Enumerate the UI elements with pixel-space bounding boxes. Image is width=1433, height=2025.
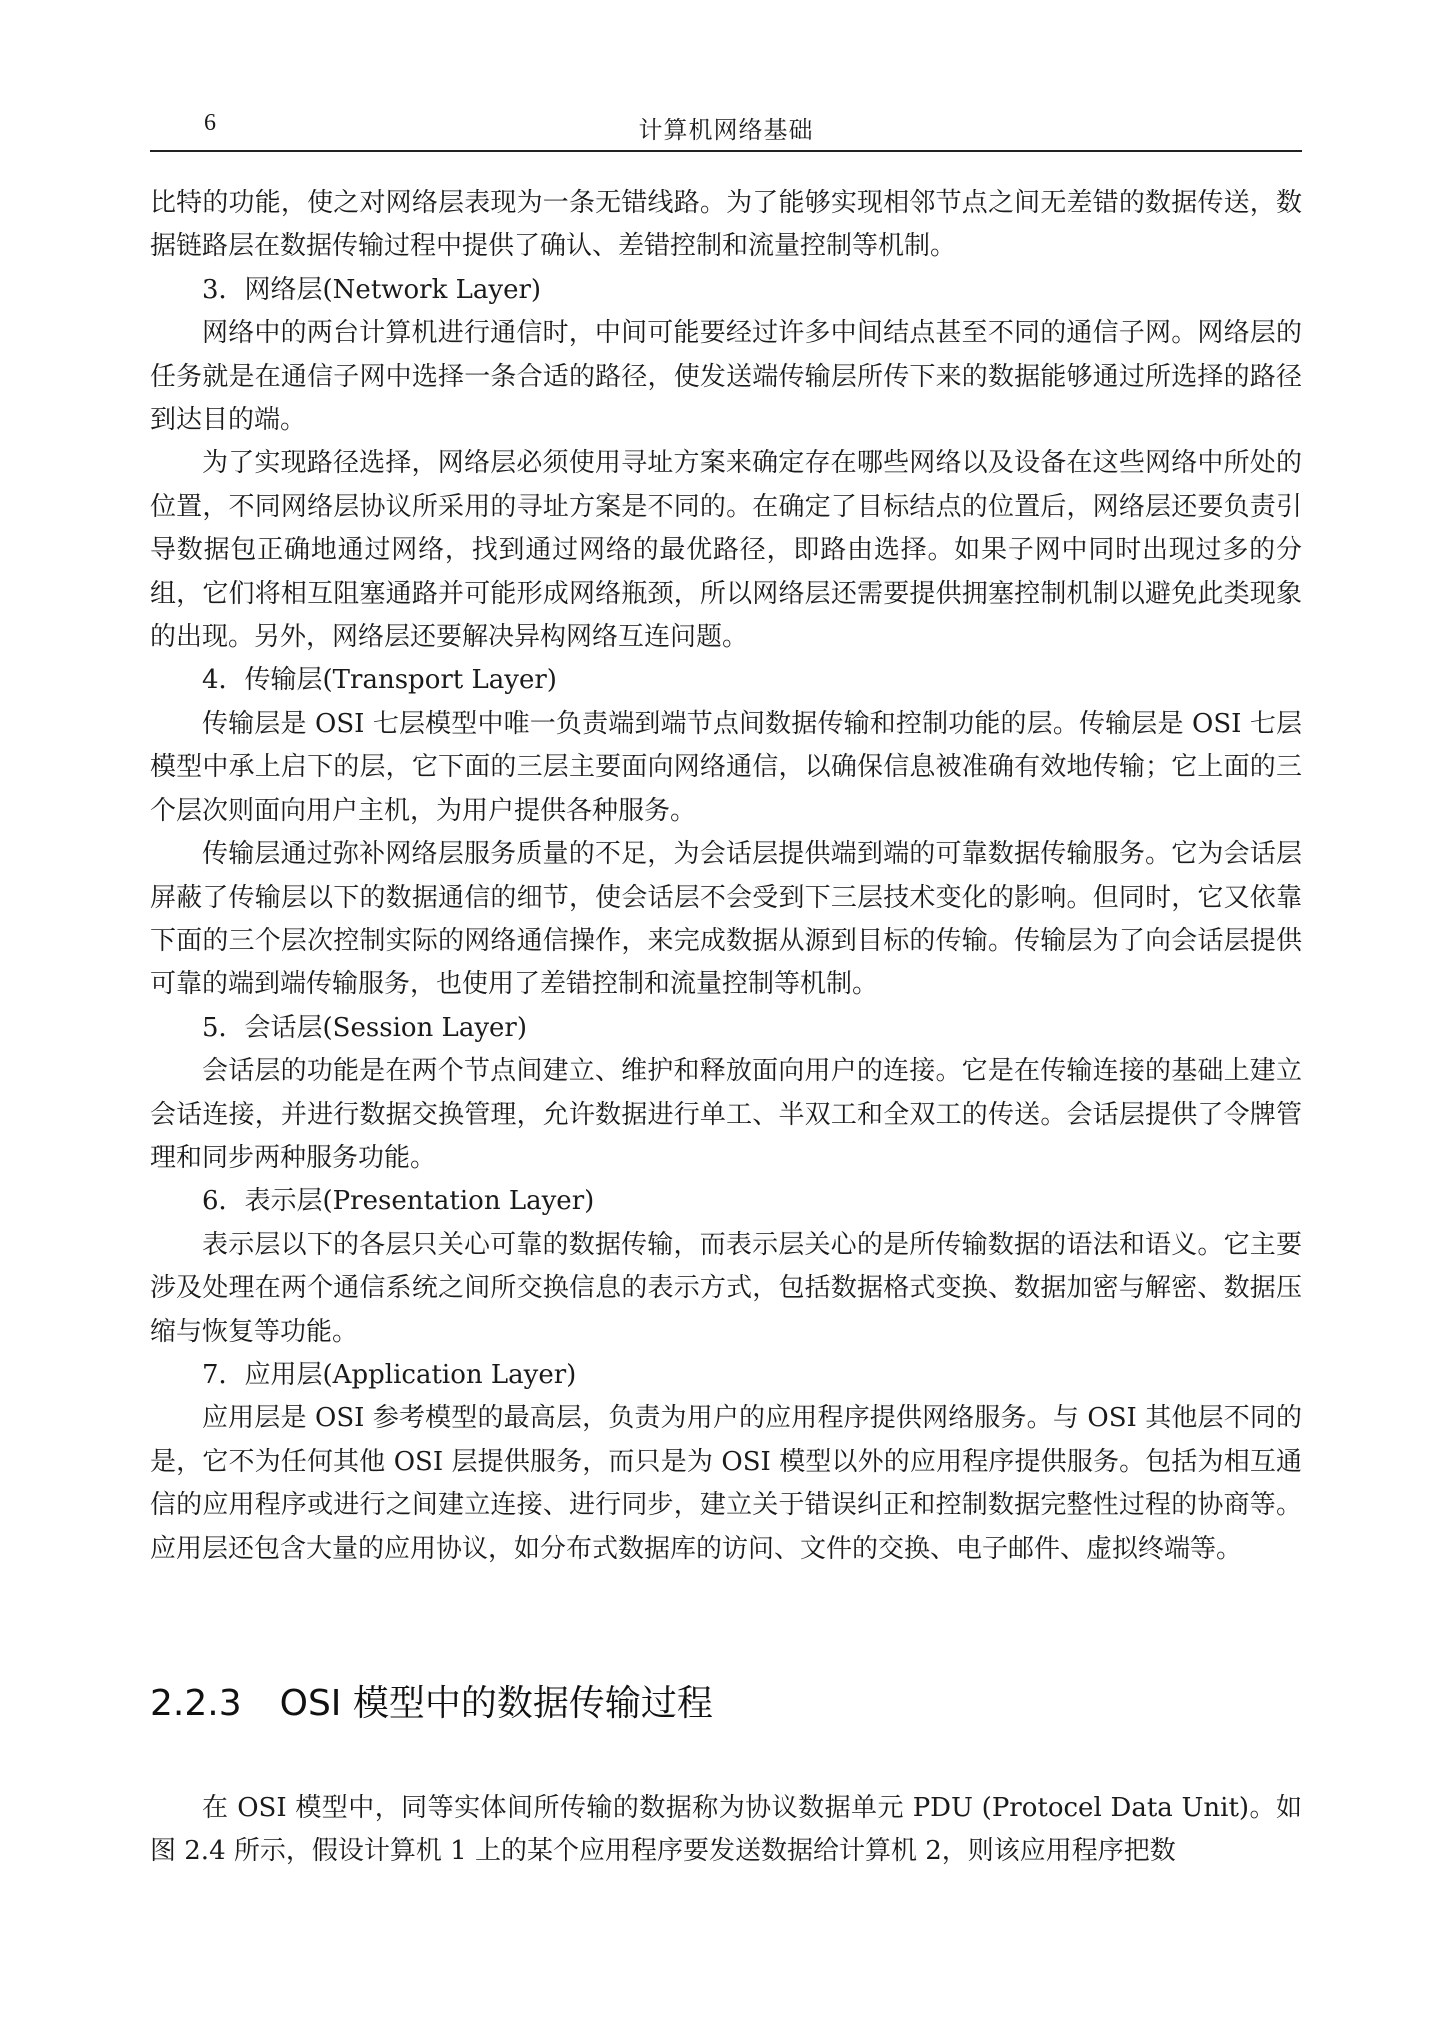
heading-application-layer: 7．应用层(Application Layer) bbox=[202, 1359, 577, 1390]
heading-transport-layer: 4．传输层(Transport Layer) bbox=[202, 665, 557, 696]
paragraph-presentation-1: 表示层以下的各层只关心可靠的数据传输，而表示层关心的是所传输数据的语法和语义。它主要涉及处理在两个通信系统之间所交换信息的表示方式，包括数据格式变换、数据加密与解密、数据压缩与恢复等功能。 bbox=[150, 1229, 1302, 1347]
section-paragraph: 在 OSI 模型中，同等实体间所传输的数据称为协议数据单元 PDU (Protocel Data Unit)。如图 2.4 所示，假设计算机 1 上的某个应用程序要发送数据给计算机 2，则该应用程序把数 bbox=[150, 1793, 1302, 1867]
paragraph-session-1: 会话层的功能是在两个节点间建立、维护和释放面向用户的连接。它是在传输连接的基础上建立会话连接，并进行数据交换管理，允许数据进行单工、半双工和全双工的传送。会话层提供了令牌管理和同步两种服务功能。 bbox=[150, 1056, 1302, 1173]
main-text bbox=[150, 182, 1302, 1571]
paragraph-network-1: 网络中的两台计算机进行通信时，中间可能要经过许多中间结点甚至不同的通信子网。网络层的任务就是在通信子网中选择一条合适的路径，使发送端传输层所传下来的数据能够通过所选择的路径到达目的端。 bbox=[150, 318, 1302, 436]
paragraph-application-1: 应用层是 OSI 参考模型的最高层，负责为用户的应用程序提供网络服务。与 OSI 其他层不同的是，它不为任何其他 OSI 层提供服务，而只是为 OSI 模型以外的应用程序提供服务。包括为相互通信的应用程序或进行之间建立连接、进行同步，建立关于错误纠正和控制数据完整性过程的协商等。应用层还包含大量的应用协议，如分布式数据库的访问、文件的交换、电子邮件、虚拟终端等。 bbox=[150, 1403, 1302, 1564]
section-heading bbox=[150, 1680, 1302, 1728]
page-header bbox=[150, 110, 1302, 152]
paragraph-transport-1: 传输层是 OSI 七层模型中唯一负责端到端节点间数据传输和控制功能的层。传输层是 OSI 七层模型中承上启下的层，它下面的三层主要面向网络通信，以确保信息被准确有效地传输；它上面的三个层次则面向用户主机，为用户提供各种服务。 bbox=[150, 708, 1302, 826]
section-text bbox=[150, 1787, 1302, 1874]
heading-session-layer: 5．会话层(Session Layer) bbox=[202, 1012, 527, 1043]
paragraph-network-2: 为了实现路径选择，网络层必须使用寻址方案来确定存在哪些网络以及设备在这些网络中所处的位置，不同网络层协议所采用的寻址方案是不同的。在确定了目标结点的位置后，网络层还要负责引导数据包正确地通过网络，找到通过网络的最优路径，即路由选择。如果子网中同时出现过多的分组，它们将相互阻塞通路并可能形成网络瓶颈，所以网络层还需要提供拥塞控制机制以避免此类现象的出现。另外，网络层还要解决异构网络互连问题。 bbox=[150, 448, 1302, 653]
heading-presentation-layer: 6．表示层(Presentation Layer) bbox=[202, 1186, 595, 1217]
heading-network-layer: 3．网络层(Network Layer) bbox=[202, 274, 542, 305]
intro-paragraph: 比特的功能，使之对网络层表现为一条无错线路。为了能够实现相邻节点之间无差错的数据传送，数据链路层在数据传输过程中提供了确认、差错控制和流量控制等机制。 bbox=[150, 188, 1302, 262]
section-number: 2.2.3 bbox=[150, 1683, 242, 1724]
paragraph-transport-2: 传输层通过弥补网络层服务质量的不足，为会话层提供端到端的可靠数据传输服务。它为会话层屏蔽了传输层以下的数据通信的细节，使会话层不会受到下三层技术变化的影响。但同时，它又依靠下面的三个层次控制实际的网络通信操作，来完成数据从源到目标的传输。传输层为了向会话层提供可靠的端到端传输服务，也使用了差错控制和流量控制等机制。 bbox=[150, 839, 1302, 1000]
running-title: 计算机网络基础 bbox=[638, 116, 814, 144]
section-title-text: OSI 模型中的数据传输过程 bbox=[279, 1683, 713, 1724]
page-number: 6 bbox=[204, 110, 216, 136]
